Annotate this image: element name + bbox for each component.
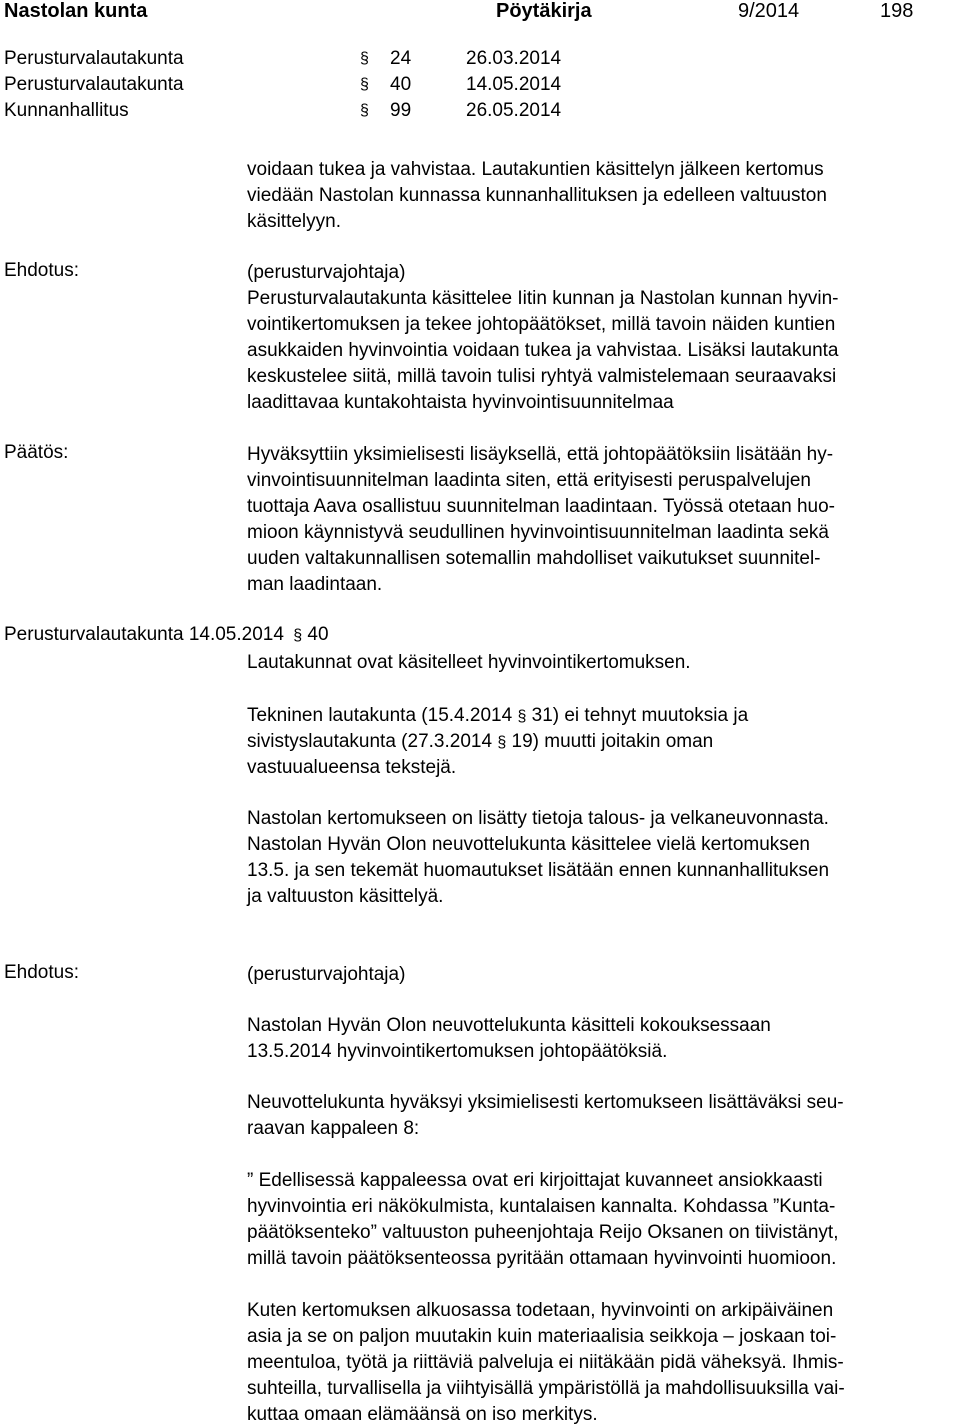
committee-changes-paragraph: Tekninen lautakunta (15.4.2014 § 31) ei tehnyt muutoksia ja sivistyslautakunta (27.3.2014 § 19) muutti joitakin oman vastuualueensa tekstejä. bbox=[247, 705, 749, 778]
page-number: 198 bbox=[880, 0, 914, 22]
proposal-label: Ehdotus: bbox=[4, 962, 79, 983]
proposal-proposer: (perusturvajohtaja) bbox=[247, 964, 406, 985]
proposal-paragraph: (perusturvajohtaja) Perusturvalautakunta käsittelee Iitin kunnan ja Nastolan kunnan hyvin- vointikertomuksen ja tekee johtopäätökset, millä tavoin näiden kuntien asukkaiden hyvinvointia voidaan tukea ja vahvistaa. Lisäksi lautakunta keskustelee siitä, millä tavoin tulisi ryhtyä valmistelemaan seuraavaksi laadittavaa kuntakohtaista hyvinvointisuunnitelmaa bbox=[247, 262, 839, 413]
section-symbol: § bbox=[360, 76, 369, 93]
section-symbol: § bbox=[360, 50, 369, 67]
document-page: Nastolan kunta Pöytäkirja 9/2014 198 Perusturvalautakunta § 24 26.03.2014 Perusturvalautakunta § 40 14.05.2014 Kunnanhallitus § 99 26.05.2014 voidaan tukea ja vahvistaa. Lautakuntien käsittelyn jälkeen kertomus viedään Nastolan kunnassa kunnanhallituksen ja edelleen valtuuston käsittelyyn. Ehdotus: (perusturvajohtaja) Perusturvalautakunta käsittelee Iitin kunnan ja Nastolan kunnan hyvin- vointikertomuksen ja tekee johtopäätökset, millä tavoin näiden kuntien asukkaiden hyvinvointia voidaan tukea ja vahvistaa. Lisäksi lautakunta keskustelee siitä, millä tavoin tulisi ryhtyä valmistelemaan seuraavaksi laadittavaa kuntakohtaista hyvinvointisuunnitelmaa Päätös: Hyväksyttiin yksimielisesti lisäyksellä, että johtopäätöksiin lisätään hy- vinvointisuunnitelman laadinta siten, että erityisesti peruspalvelujen tuottaja Aava osallistuu suunnitelman laadintaan. Työssä otetaan huo- mioon käynnistyvä seudullinen hyvinvointisuunnitelman laadinta sekä uuden valtakunnallisen sotemallin mahdolliset vaikutukset suunnitel- man laadintaan. Perusturvalautakunta 14.05.2014 § 40 Lautakunnat ovat käsitelleet hyvinvointikertomuksen. Tekninen lautakunta (15.4.2014 § 31) ei tehnyt muutoksia ja sivistyslautakunta (27.3.2014 § 19) muutti joitakin oman vastuualueensa tekstejä. Nastolan kertomukseen on lisätty tietoja talous- ja velkaneuvonnasta. Nastolan Hyvän Olon neuvottelukunta käsittelee vielä kertomuksen 13.5. ja sen tekemät huomautukset lisätään ennen kunnanhallituksen ja valtuuston käsittelyä. Ehdotus: (perusturvajohtaja) Nastolan Hyvän Olon neuvottelukunta käsitteli kokouksessaan 13.5.2014 hyvinvointikertomuksen johtopäätöksiä. Neuvottelukunta hyväksyi yksimielisesti kertomukseen lisättäväksi seu- raavan kappaleen 8: ” Edellisessä kappaleessa ovat eri kirjoittajat kuvanneet ansiokkaasti hyvinvointia eri näkökulmista, kuntalaisen kannalta. Kohdassa ”Kunta- päätöksenteko” valtuuston puheenjohtaja Reijo Oksanen on tiivistänyt, millä tavoin päätöksenteossa pyritään ottamaan hyvinvointi huomioon. Kuten kertomuksen alkuosassa todetaan, hyvinvointi on arkipäiväinen asia ja se on paljon muutakin kuin materiaalisia seikkoja – joskaan toi- meentuloa, työtä ja riittäviä palveluja ei niitäkään pidä väheksyä. Ihmis- suhteilla, turvallisella ja viihtyisällä ympäristöllä ja mahdollisuuksilla vai- kuttaa omaan elämäänsä on iso merkitys. bbox=[0, 0, 960, 1427]
advisory-board-paragraph: Nastolan Hyvän Olon neuvottelukunta käsitteli kokouksessaan 13.5.2014 hyvinvointikertomuksen johtopäätöksiä. bbox=[247, 1015, 771, 1062]
page-header bbox=[0, 0, 960, 24]
approval-paragraph: Neuvottelukunta hyväksyi yksimielisesti kertomukseen lisättäväksi seu- raavan kappaleen 8: bbox=[247, 1092, 844, 1139]
intro-paragraph: voidaan tukea ja vahvistaa. Lautakuntien käsittelyn jälkeen kertomus viedään Nastolan kunnassa kunnanhallituksen ja edelleen valtuuston käsittelyyn. bbox=[247, 159, 827, 232]
issue-number: 9/2014 bbox=[738, 0, 800, 22]
decision-paragraph: Hyväksyttiin yksimielisesti lisäyksellä, että johtopäätöksiin lisätään hy- vinvointisuunnitelman laadinta siten, että erityisesti peruspalvelujen tuottaja Aava osallistuu suunnitelman laadintaan. Työssä otetaan huo- mioon käynnistyvä seudullinen hyvinvointisuunnitelman laadinta sekä uuden valtakunnallisen sotemallin mahdolliset vaikutukset suunnitel- man laadintaan. bbox=[247, 444, 835, 595]
section-symbol: § bbox=[517, 708, 527, 725]
section-symbol: § bbox=[293, 627, 303, 644]
proposal-label: Ehdotus: bbox=[4, 260, 79, 281]
nastola-report-paragraph: Nastolan kertomukseen on lisätty tietoja talous- ja velkaneuvonnasta. Nastolan Hyvän Olon neuvottelukunta käsittelee vielä kertomuksen 13.5. ja sen tekemät huomautukset lisätään ennen kunnanhallituksen ja valtuuston käsittelyä. bbox=[247, 808, 830, 907]
decision-label: Päätös: bbox=[4, 442, 69, 463]
section-symbol: § bbox=[497, 734, 507, 751]
section-symbol: § bbox=[360, 102, 369, 119]
quoted-paragraph: ” Edellisessä kappaleessa ovat eri kirjoittajat kuvanneet ansiokkaasti hyvinvointia eri näkökulmista, kuntalaisen kannalta. Kohdassa ”Kunta- päätöksenteko” valtuuston puheenjohtaja Reijo Oksanen on tiivistänyt, millä tavoin päätöksenteossa pyritään ottamaan hyvinvointi huomioon. bbox=[247, 1170, 839, 1269]
municipality-name: Nastolan kunta bbox=[4, 0, 148, 22]
document-type: Pöytäkirja bbox=[496, 0, 592, 22]
wellbeing-paragraph: Kuten kertomuksen alkuosassa todetaan, hyvinvointi on arkipäiväinen asia ja se on paljon muutakin kuin materiaalisia seikkoja – joskaan toi- meentuloa, työtä ja riittäviä palveluja ei niitäkään pidä väheksyä. Ihmis- suhteilla, turvallisella ja viihtyisällä ympäristöllä ja mahdollisuuksilla vai- kuttaa omaan elämäänsä on iso merkitys. bbox=[247, 1300, 845, 1425]
meeting-heading: Perusturvalautakunta 14.05.2014 § 40 bbox=[4, 624, 329, 645]
meeting-note: Lautakunnat ovat käsitelleet hyvinvointikertomuksen. bbox=[247, 652, 691, 673]
